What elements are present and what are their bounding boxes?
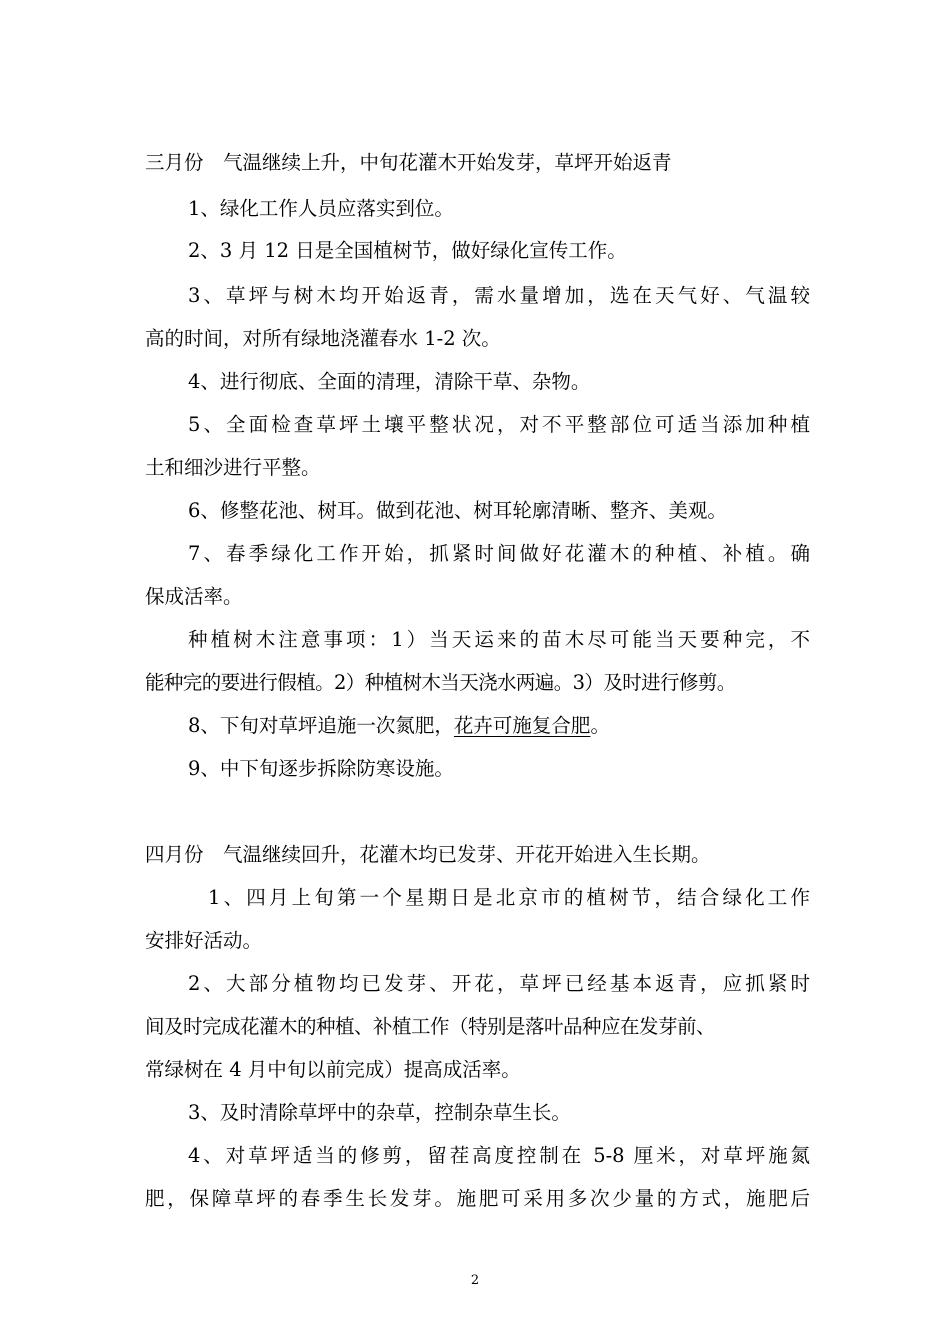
march-item-3-line-1: 3、草坪与树木均开始返青，需水量增加，选在天气好、气温较 [188, 284, 810, 307]
april-item-1-line-1: 1、四月上旬第一个星期日是北京市的植树节，结合绿化工作 [208, 886, 810, 909]
april-item-2-line-1: 2、大部分植物均已发芽、开花，草坪已经基本返青，应抓紧时 [188, 972, 810, 995]
march-item-9: 9、中下旬逐步拆除防寒设施。 [188, 757, 454, 780]
march-item-7-line-2: 保成活率。 [145, 585, 243, 608]
march-item-8-end: 。 [590, 714, 610, 737]
april-item-3: 3、及时清除草坪中的杂草，控制杂草生长。 [188, 1101, 571, 1124]
page-number: 2 [470, 1273, 480, 1288]
march-item-5-line-1: 5、全面检查草坪土壤平整状况，对不平整部位可适当添加种植 [188, 413, 810, 436]
march-item-6: 6、修整花池、树耳。做到花池、树耳轮廓清晰、整齐、美观。 [188, 499, 727, 522]
march-item-2: 2、3 月 12 日是全国植树节，做好绿化宣传工作。 [188, 239, 627, 262]
april-item-4-line-1: 4、对草坪适当的修剪，留茬高度控制在 5-8 厘米，对草坪施氮 [188, 1144, 810, 1167]
april-item-2-line-2: 间及时完成花灌木的种植、补植工作（特别是落叶品种应在发芽前、 [145, 1015, 716, 1038]
april-item-2-line-3: 常绿树在 4 月中旬以前完成）提高成活率。 [145, 1058, 521, 1081]
march-heading: 三月份 气温继续上升，中旬花灌木开始发芽，草坪开始返青 [145, 151, 672, 174]
march-item-4: 4、进行彻底、全面的清理，清除干草、杂物。 [188, 370, 591, 393]
march-note-line-2: 能种完的要进行假植。2）种植树木当天浇水两遍。3）及时进行修剪。 [145, 671, 736, 694]
march-note-line-1: 种植树木注意事项：1）当天运来的苗木尽可能当天要种完，不 [188, 628, 810, 651]
april-item-1-line-2: 安排好活动。 [145, 929, 263, 952]
march-item-1: 1、绿化工作人员应落实到位。 [188, 197, 454, 220]
march-item-8-text: 8、下旬对草坪追施一次氮肥， [188, 714, 454, 737]
april-heading: 四月份 气温继续回升，花灌木均已发芽、开花开始进入生长期。 [145, 843, 711, 866]
march-item-5-line-2: 土和细沙进行平整。 [145, 456, 321, 479]
march-item-8-underlined: 花卉可施复合肥 [453, 714, 591, 737]
march-item-8 [188, 713, 810, 739]
march-item-3-line-2: 高的时间，对所有绿地浇灌春水 1-2 次。 [145, 327, 501, 350]
march-item-7-line-1: 7、春季绿化工作开始，抓紧时间做好花灌木的种植、补植。确 [188, 542, 810, 565]
april-item-4-line-2: 肥，保障草坪的春季生长发芽。施肥可采用多次少量的方式，施肥后 [145, 1187, 810, 1210]
